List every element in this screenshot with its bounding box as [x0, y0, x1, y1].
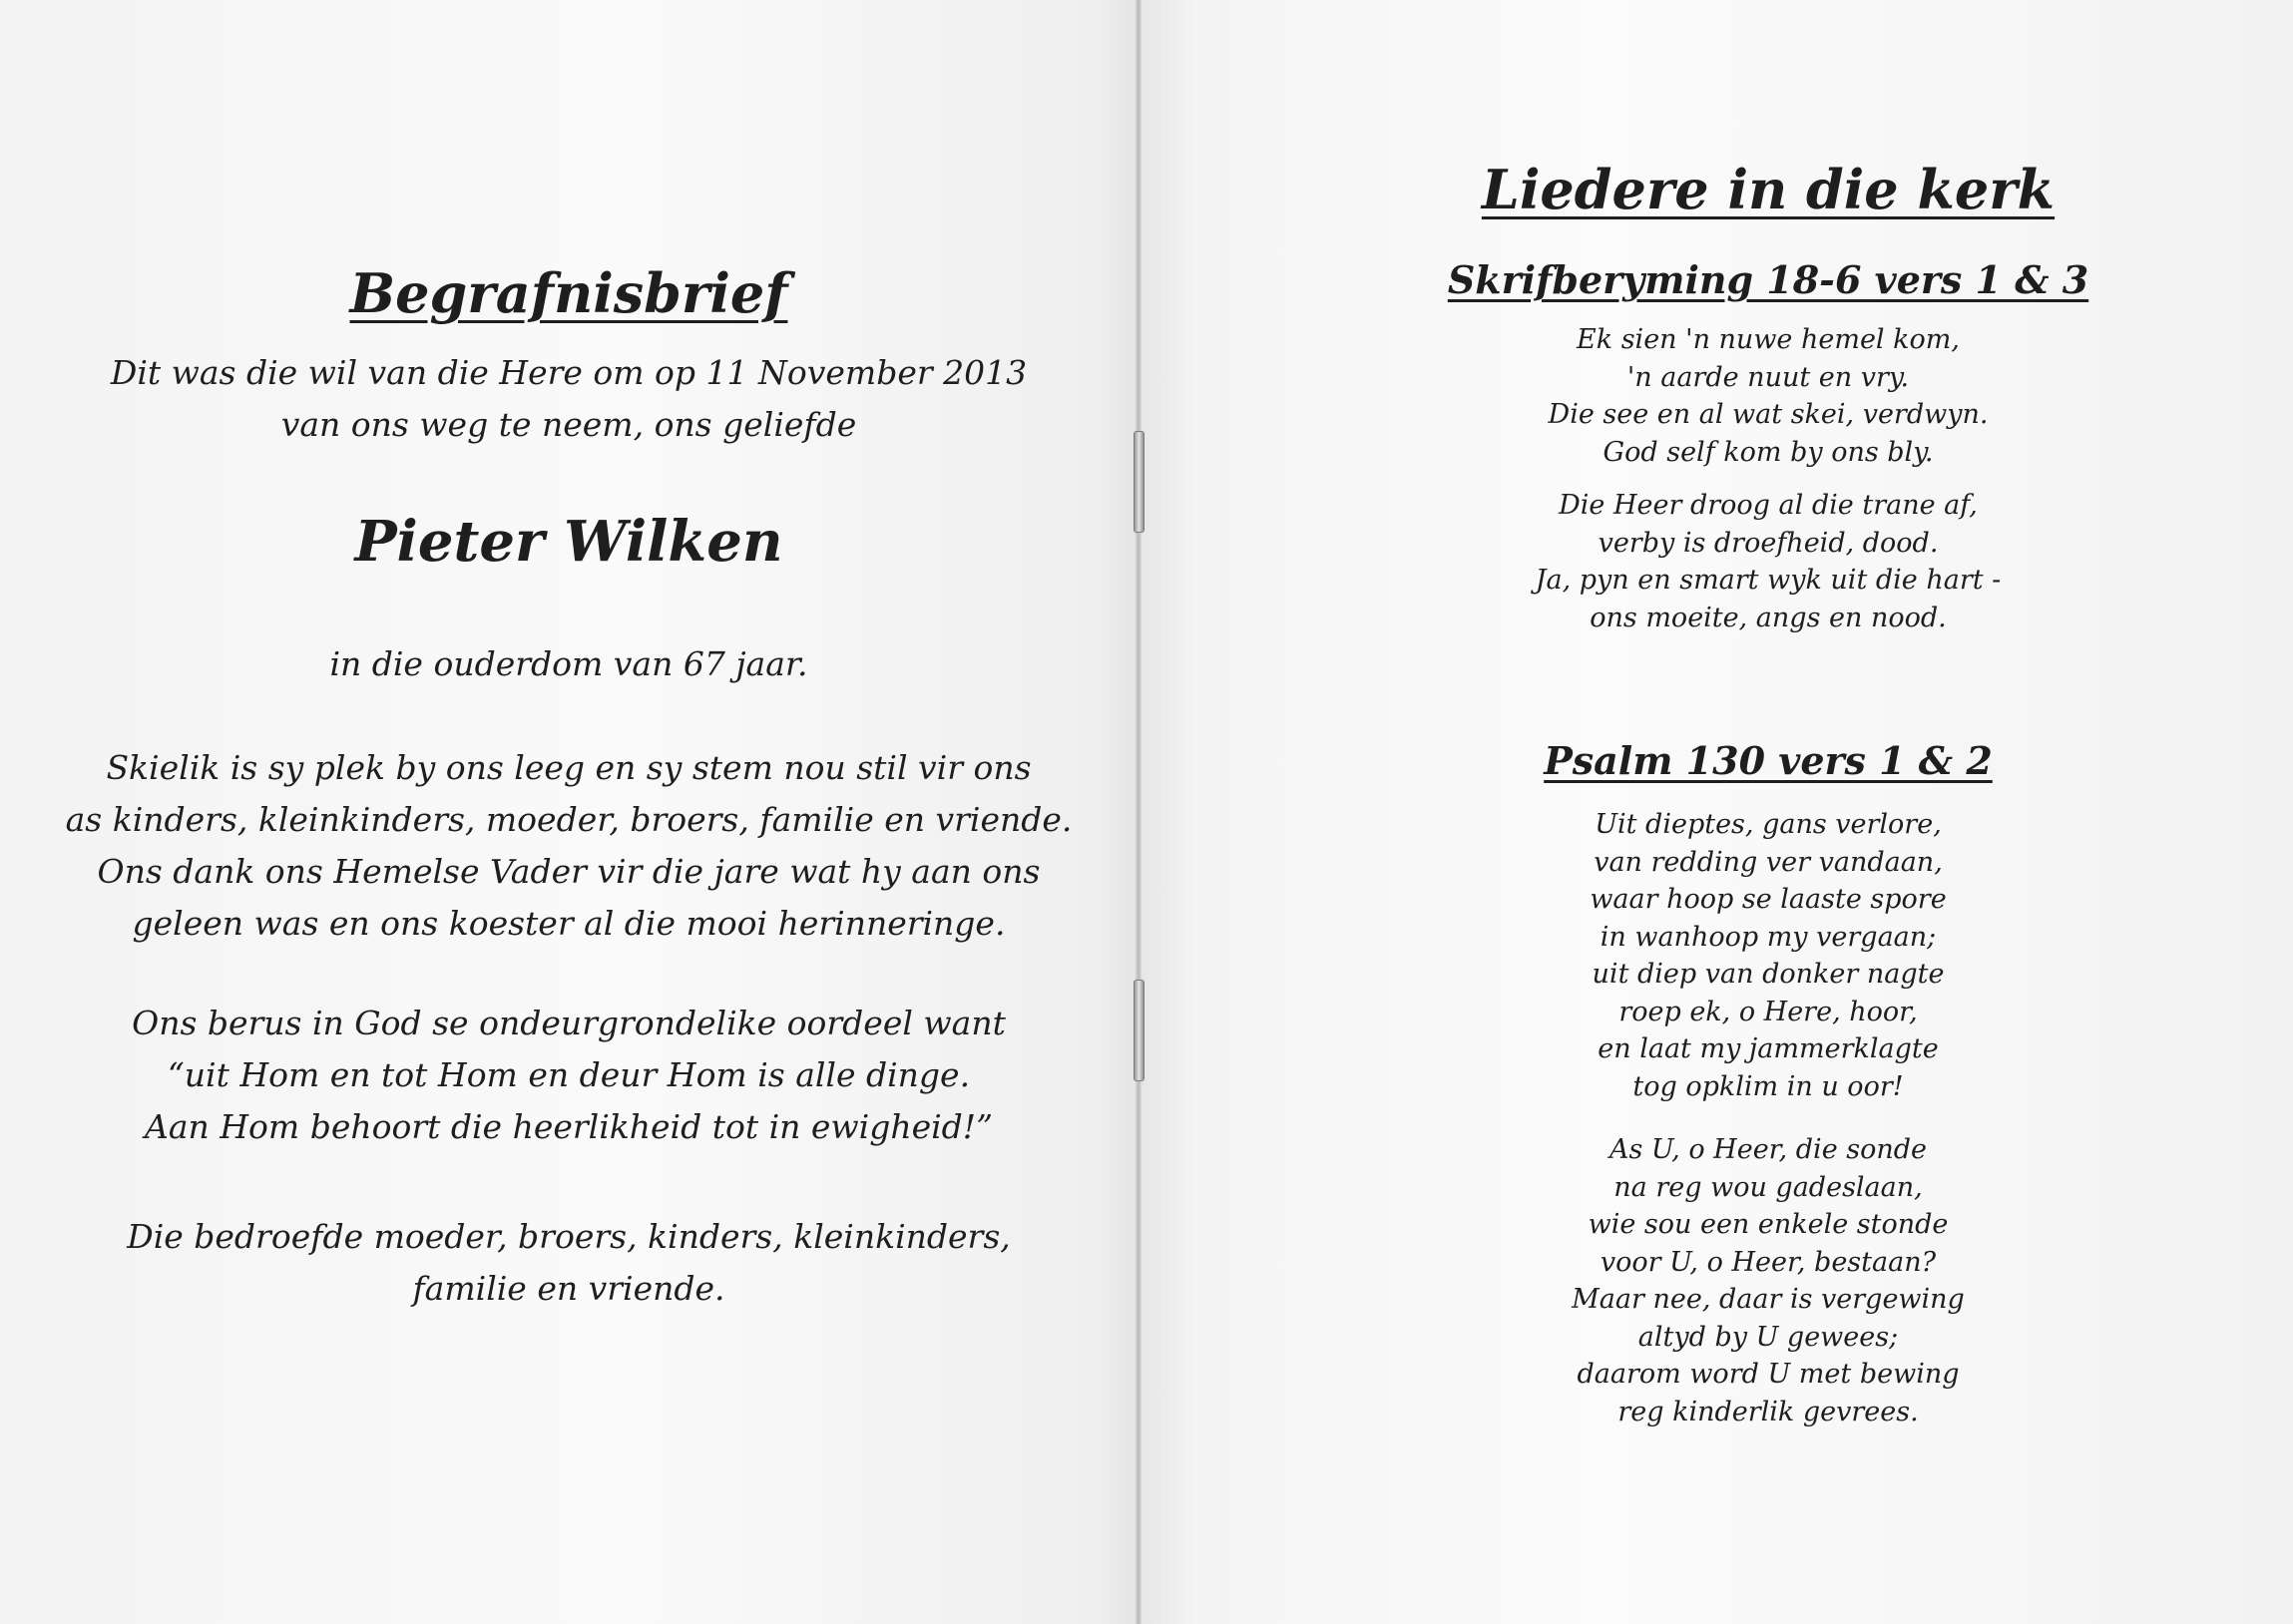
remembrance-paragraph [60, 742, 1078, 950]
text-line: Die bedroefde moeder, broers, kinders, kleinkinders, [127, 1217, 1011, 1256]
staple-top [1134, 431, 1145, 533]
booklet-spine [1136, 0, 1142, 1624]
verse-line: Maar nee, daar is vergewing [1572, 1284, 1965, 1315]
verse-line: reg kinderlik gevrees. [1617, 1396, 1919, 1427]
verse-line: verby is droefheid, dood. [1598, 527, 1939, 559]
song-heading: Psalm 130 vers 1 & 2 [1544, 738, 1993, 783]
page-title: Begrafnisbrief [349, 261, 788, 325]
verse-line: God self kom by ons bly. [1603, 436, 1934, 468]
verse-line: waar hoop se laaste spore [1590, 884, 1947, 915]
text-line: Dit was die wil van die Here om op 11 November 2013 [110, 353, 1028, 392]
verse-line: ons moeite, angs en nood. [1590, 602, 1947, 633]
verse-line: Die see en al wat skei, verdwyn. [1548, 399, 1989, 430]
verse-line: Ek sien 'n nuwe hemel kom, [1577, 324, 1960, 355]
verse-line: 'n aarde nuut en vry. [1626, 361, 1910, 393]
text-line: geleen was en ons koester al die mooi herinneringe. [132, 904, 1006, 943]
verse-line: wie sou een enkele stonde [1588, 1209, 1949, 1240]
text-line: van ons weg te neem, ons geliefde [280, 405, 857, 444]
verse-line: van redding ver vandaan, [1594, 846, 1943, 878]
text-line: Aan Hom behoort die heerlikheid tot in ewigheid!” [145, 1107, 993, 1146]
text-line: Ons berus in God se ondeurgrondelike oordeel want [132, 1004, 1006, 1042]
verse-line: uit diep van donker nagte [1592, 959, 1945, 990]
verse-line: na reg wou gadeslaan, [1613, 1171, 1923, 1203]
verse-line: Uit dieptes, gans verlore, [1595, 809, 1942, 840]
verse-line: roep ek, o Here, hoor, [1618, 996, 1918, 1027]
text-line: Ons dank ons Hemelse Vader vir die jare wat hy aan ons [97, 852, 1041, 891]
verse-line: voor U, o Heer, bestaan? [1600, 1246, 1937, 1278]
verse-line: altyd by U gewees; [1637, 1321, 1899, 1353]
songs-title: Liedere in die kerk [1481, 158, 2056, 221]
verse-line: en laat my jammerklagte [1598, 1033, 1939, 1064]
song-heading: Skrifberyming 18-6 vers 1 & 3 [1447, 257, 2089, 302]
text-line: Skielik is sy plek by ons leeg en sy stem nou stil vir ons [106, 748, 1032, 787]
verse-line: Ja, pyn en smart wyk uit die hart - [1535, 565, 2002, 596]
song-stanza [1369, 806, 2167, 1105]
verse-line: daarom word U met bewing [1577, 1359, 1960, 1390]
faith-paragraph [60, 998, 1078, 1153]
verse-line: in wanhoop my vergaan; [1600, 921, 1937, 953]
song-stanza [1369, 321, 2167, 471]
song-stanza [1369, 487, 2167, 636]
staple-bottom [1134, 980, 1145, 1081]
text-line: “uit Hom en tot Hom en deur Hom is alle dinge. [167, 1055, 971, 1094]
intro-text [60, 347, 1078, 451]
verse-line: tog opklim in u oor! [1632, 1070, 1904, 1102]
text-line: familie en vriende. [412, 1269, 725, 1308]
song-stanza [1369, 1131, 2167, 1430]
text-line: as kinders, kleinkinders, moeder, broers, familie en vriende. [65, 800, 1073, 839]
deceased-name: Pieter Wilken [354, 509, 783, 575]
age-text: in die ouderdom van 67 jaar. [329, 644, 808, 683]
closing-signature [60, 1211, 1078, 1315]
verse-line: As U, o Heer, die sonde [1608, 1134, 1928, 1165]
verse-line: Die Heer droog al die trane af, [1559, 490, 1978, 521]
